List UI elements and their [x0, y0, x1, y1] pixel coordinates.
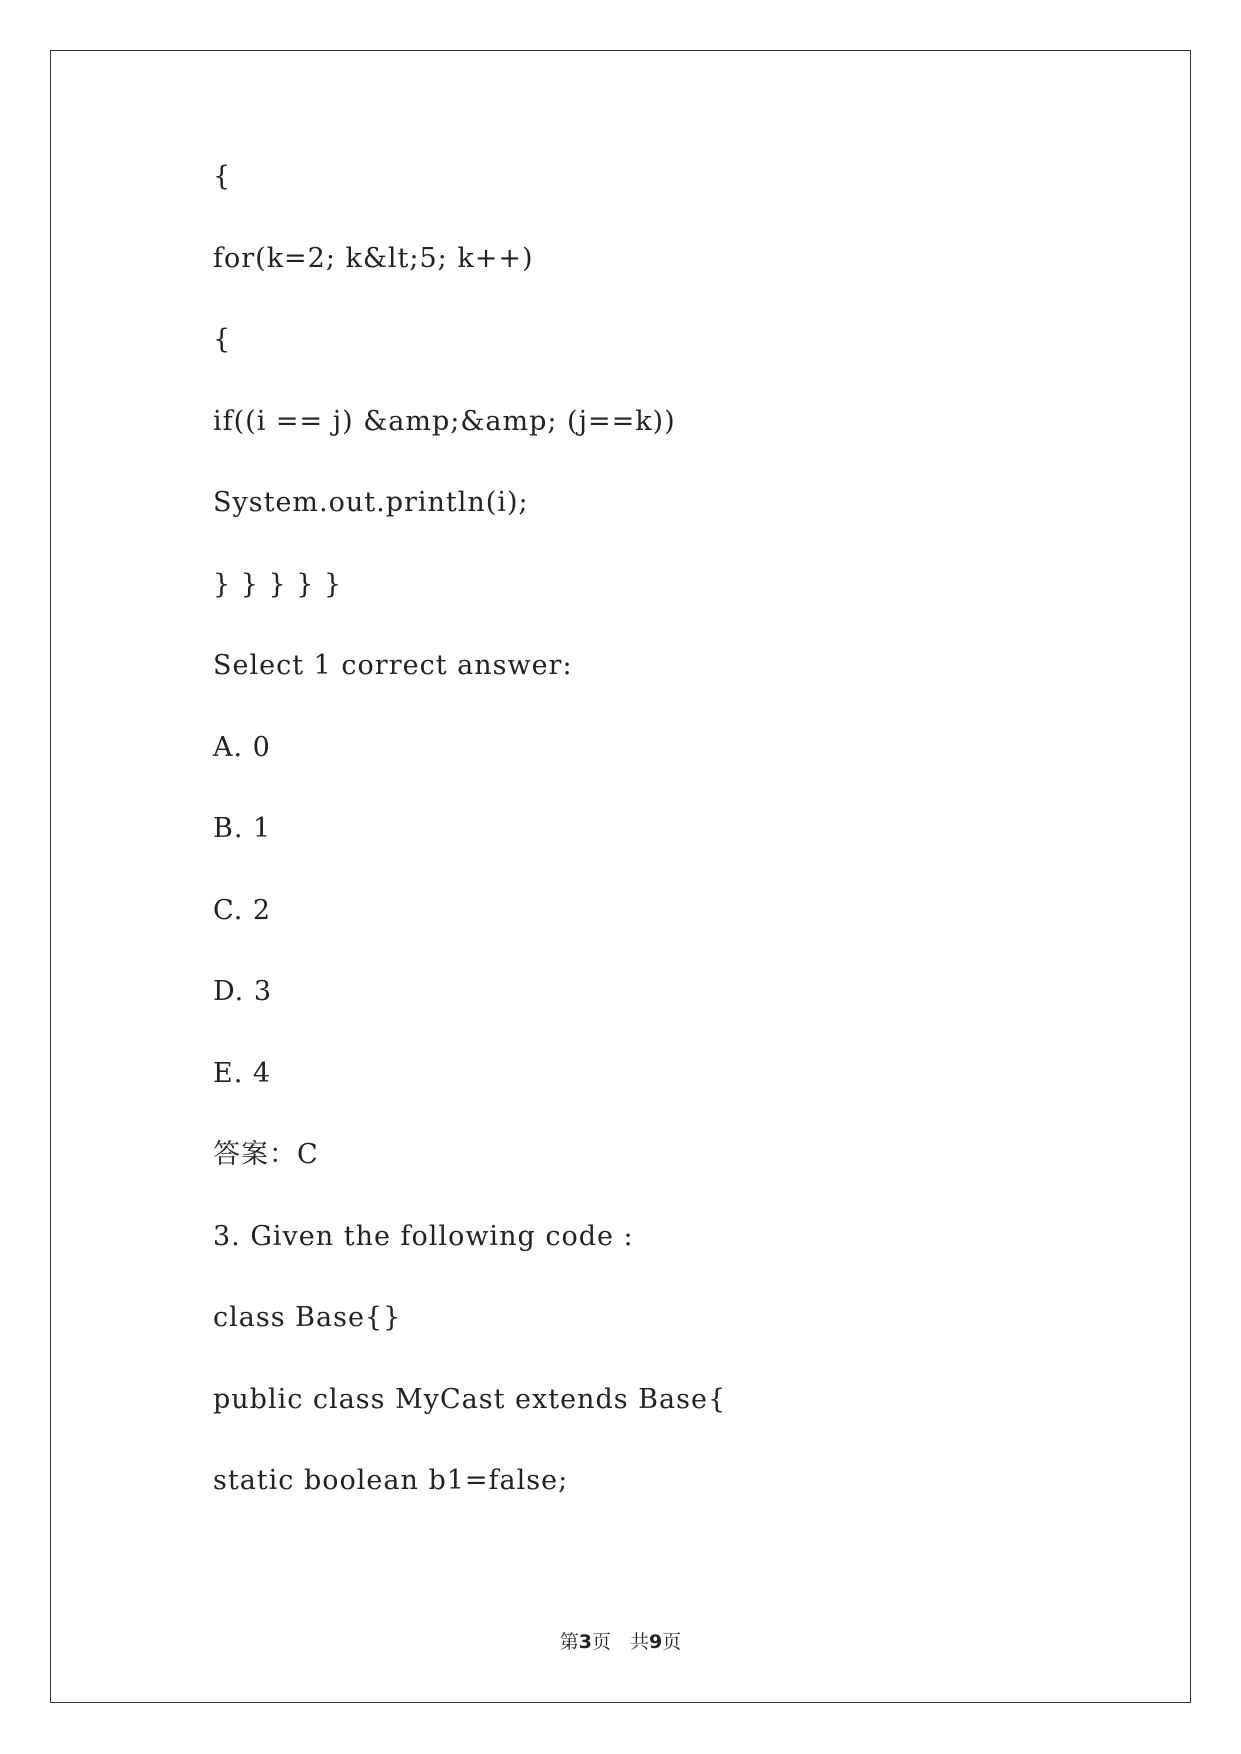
footer-middle: 页 共 — [591, 1631, 649, 1653]
code-line: public class MyCast extends Base{ — [213, 1383, 727, 1415]
answer-option-d: D. 3 — [213, 976, 273, 1007]
total-pages-number: 9 — [649, 1631, 663, 1653]
page-number-footer — [0, 1630, 1241, 1654]
code-line: { — [213, 161, 232, 192]
code-line: System.out.println(i); — [213, 487, 529, 518]
current-page-number: 3 — [578, 1631, 592, 1653]
footer-suffix: 页 — [662, 1631, 682, 1653]
question-instruction: Select 1 correct answer: — [213, 650, 573, 681]
answer-option-a: A. 0 — [213, 731, 271, 763]
code-line: static boolean b1=false; — [213, 1465, 569, 1496]
code-line: { — [213, 324, 232, 355]
answer-option-e: E. 4 — [213, 1057, 272, 1089]
code-line: } } } } } — [213, 568, 343, 600]
code-line: if((i == j) &amp;&amp; (j==k)) — [213, 405, 676, 437]
answer-option-c: C. 2 — [213, 894, 272, 926]
answer-key: 答案：C — [213, 1139, 319, 1170]
code-line: class Base{} — [213, 1302, 402, 1333]
footer-prefix: 第 — [559, 1631, 579, 1653]
code-line: for(k=2; k&lt;5; k++) — [213, 242, 534, 274]
question-heading: 3. Given the following code : — [213, 1220, 634, 1252]
answer-option-b: B. 1 — [213, 813, 272, 844]
document-body — [213, 160, 1113, 1546]
